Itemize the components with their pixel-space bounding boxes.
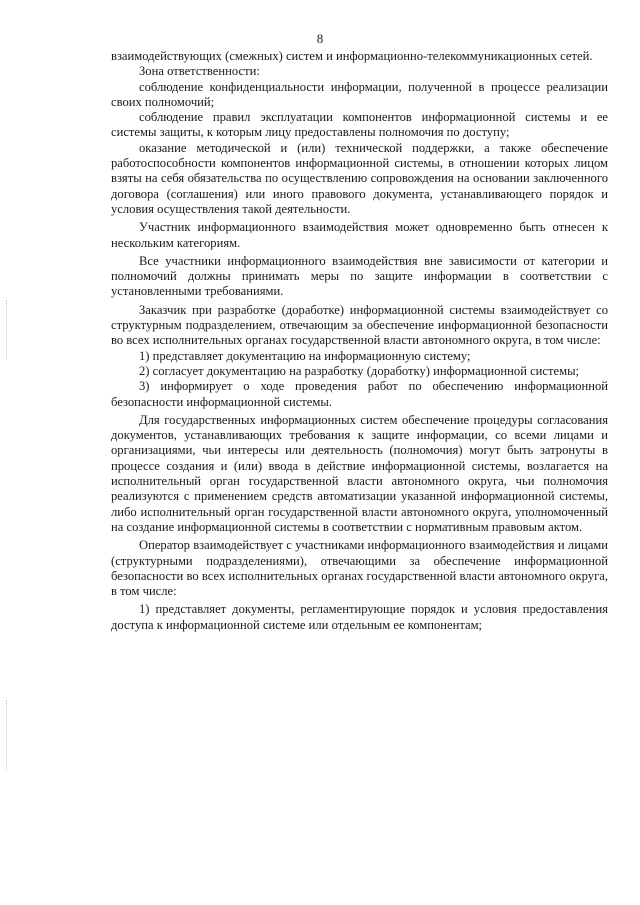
- list-item: 3) информирует о ходе проведения работ по обеспечению информационной безопасности информационной системы.: [111, 379, 608, 409]
- paragraph: взаимодействующих (смежных) систем и информационно-телекоммуникационных сетей.: [111, 49, 593, 63]
- paragraph: соблюдение конфиденциальности информации, полученной в процессе реализации своих полномочий;: [111, 79, 608, 109]
- paragraph: Все участники информационного взаимодействия вне зависимости от категории и полномочий должны принимать меры по защите информации в соответствии с установленными требованиями.: [111, 253, 608, 299]
- paragraph: соблюдение правил эксплуатации компонентов информационной системы и ее системы защиты, к которым лицу предоставлены полномочия по доступу;: [111, 110, 608, 140]
- page-number: 8: [316, 31, 324, 46]
- paragraph: оказание методической и (или) технической поддержки, а также обеспечение работоспособности компонентов информационной системы, в отношении которых лицом взяты на себя обязательства по осуществлению сопровождения на основании заключенного договора (соглашения) или иного правового документа, устанавливающего порядок и условия осуществления такой деятельности.: [111, 140, 608, 216]
- scan-margin-line-lower: [6, 700, 7, 770]
- list-item: 2) согласует документацию на разработку (доработку) информационной системы;: [139, 363, 580, 378]
- list-item: 1) представляет документацию на информационную систему;: [139, 348, 471, 363]
- paragraph: Зона ответственности:: [139, 64, 260, 79]
- document-body: [111, 49, 608, 633]
- paragraph: Оператор взаимодействует с участниками информационного взаимодействия и лицами (структурными подразделениями), отвечающими за обеспечение информационной безопасности во всех исполнительных органах государственной власти автономного округа, в том числе:: [111, 538, 608, 599]
- list-item: 1) представляет документы, регламентирующие порядок и условия предоставления доступа к информационной системе или отдельным ее компонентам;: [111, 602, 608, 632]
- paragraph: Для государственных информационных систем обеспечение процедуры согласования документов, устанавливающих требования к защите информации, со всеми лицами и организациями, чьи интересы или деятельность (полномочия) могут быть затронуты в процессе создания и (или) ввода в действие информационной системы, возлагается на исполнительный орган государственной власти автономного округа, чьи полномочия реализуются с применением средств автоматизации указанной информационной системы, либо исполнительный орган государственной власти автономного округа, уполномоченный на создание информационной системы в соответствии с нормативным правовым актом.: [111, 412, 608, 534]
- paragraph: Участник информационного взаимодействия может одновременно быть отнесен к нескольким категориям.: [111, 220, 608, 250]
- paragraph: Заказчик при разработке (доработке) информационной системы взаимодействует со структурным подразделением, отвечающим за обеспечение информационной безопасности во всех исполнительных органах государственной власти автономного округа, в том числе:: [111, 302, 608, 348]
- scan-margin-line-upper: [6, 300, 7, 360]
